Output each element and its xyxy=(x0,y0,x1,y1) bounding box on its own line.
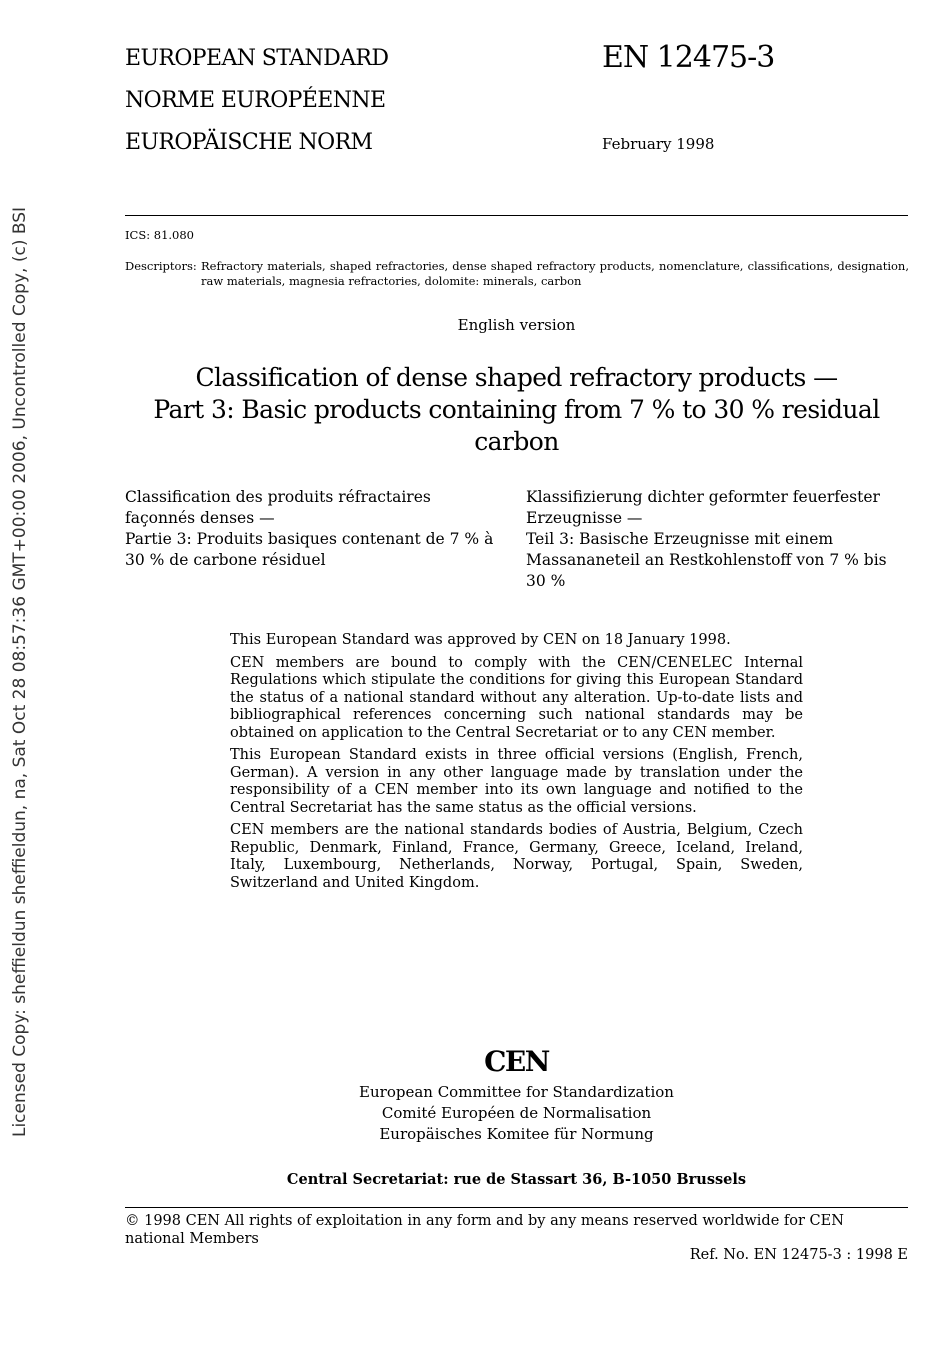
header-divider xyxy=(125,215,908,216)
compliance-paragraph: CEN members are bound to comply with the CEN/CENELEC Internal Regulations which stipulate the conditions for giving this European Standard the status of a national standard without any alteration. Up-to-date lists and bibliographical references concerning such national standards may be obtained on application to the Central Secretariat or to any CEN member. xyxy=(230,654,803,741)
german-title-line-2: Teil 3: Basische Erzeugnisse mit einem Massananeteil an Restkohlenstoff von 7 % bis 30 % xyxy=(526,530,887,590)
members-paragraph: CEN members are the national standards bodies of Austria, Belgium, Czech Republic, Denmark, Finland, France, Germany, Greece, Iceland, Ireland, Italy, Luxembourg, Netherlands, Norway, Portugal, Spain, Sweden, Switzerland and United Kingdom. xyxy=(230,822,803,891)
german-title-column xyxy=(526,487,908,592)
central-secretariat-address: Central Secretariat: rue de Stassart 36, B-1050 Brussels xyxy=(286,1171,747,1188)
reference-number: Ref. No. EN 12475-3 : 1998 E xyxy=(689,1247,908,1263)
header-line-english: EUROPEAN STANDARD xyxy=(125,46,389,71)
title-line-1: Classification of dense shaped refractory products — xyxy=(195,363,838,392)
language-version: English version xyxy=(457,316,576,334)
french-title-line-2: Partie 3: Produits basiques contenant de 7 % à 30 % de carbone résiduel xyxy=(125,530,494,569)
approval-paragraph: This European Standard was approved by CEN on 18 January 1998. xyxy=(230,632,731,648)
publication-date: February 1998 xyxy=(602,135,715,153)
copyright-notice: © 1998 CEN All rights of exploitation in any form and by any means reserved worldwide for CEN national Members xyxy=(125,1213,844,1247)
document-title xyxy=(125,362,908,458)
french-title-column xyxy=(125,487,505,571)
french-title-line-1: Classification des produits réfractaires façonnés denses — xyxy=(125,488,431,527)
header-line-german: EUROPÄISCHE NORM xyxy=(125,130,373,155)
cen-name-german: Europäisches Komitee für Normung xyxy=(379,1125,654,1143)
cen-logo: CEN xyxy=(484,1045,549,1078)
cen-name-french: Comité Européen de Normalisation xyxy=(381,1104,652,1122)
german-title-line-1: Klassifizierung dichter geformter feuerfester Erzeugnisse — xyxy=(526,488,880,527)
standard-number: EN 12475-3 xyxy=(602,40,775,75)
title-line-2: Part 3: Basic products containing from 7 % to 30 % residual carbon xyxy=(153,395,880,456)
header-line-french: NORME EUROPÉENNE xyxy=(125,88,386,113)
descriptors-label: Descriptors: xyxy=(125,259,197,273)
license-watermark: Licensed Copy: sheffieldun sheffieldun, na, Sat Oct 28 08:57:36 GMT+00:00 2006, Uncontrolled Copy, (c) BSI xyxy=(10,206,30,1138)
cen-name-english: European Committee for Standardization xyxy=(359,1083,674,1101)
descriptors-text: Refractory materials, shaped refractories, dense shaped refractory products, nomenclature, classifications, designation, raw materials, magnesia refractories, dolomite: minerals, carbon xyxy=(201,259,909,288)
ics-code: ICS: 81.080 xyxy=(125,228,194,242)
approval-text xyxy=(230,632,803,897)
versions-paragraph: This European Standard exists in three official versions (English, French, German). A version in any other language made by translation under the responsibility of a CEN member into its own language and notified to the Central Secretariat has the same status as the official versions. xyxy=(230,747,803,816)
footer-divider xyxy=(125,1207,908,1208)
